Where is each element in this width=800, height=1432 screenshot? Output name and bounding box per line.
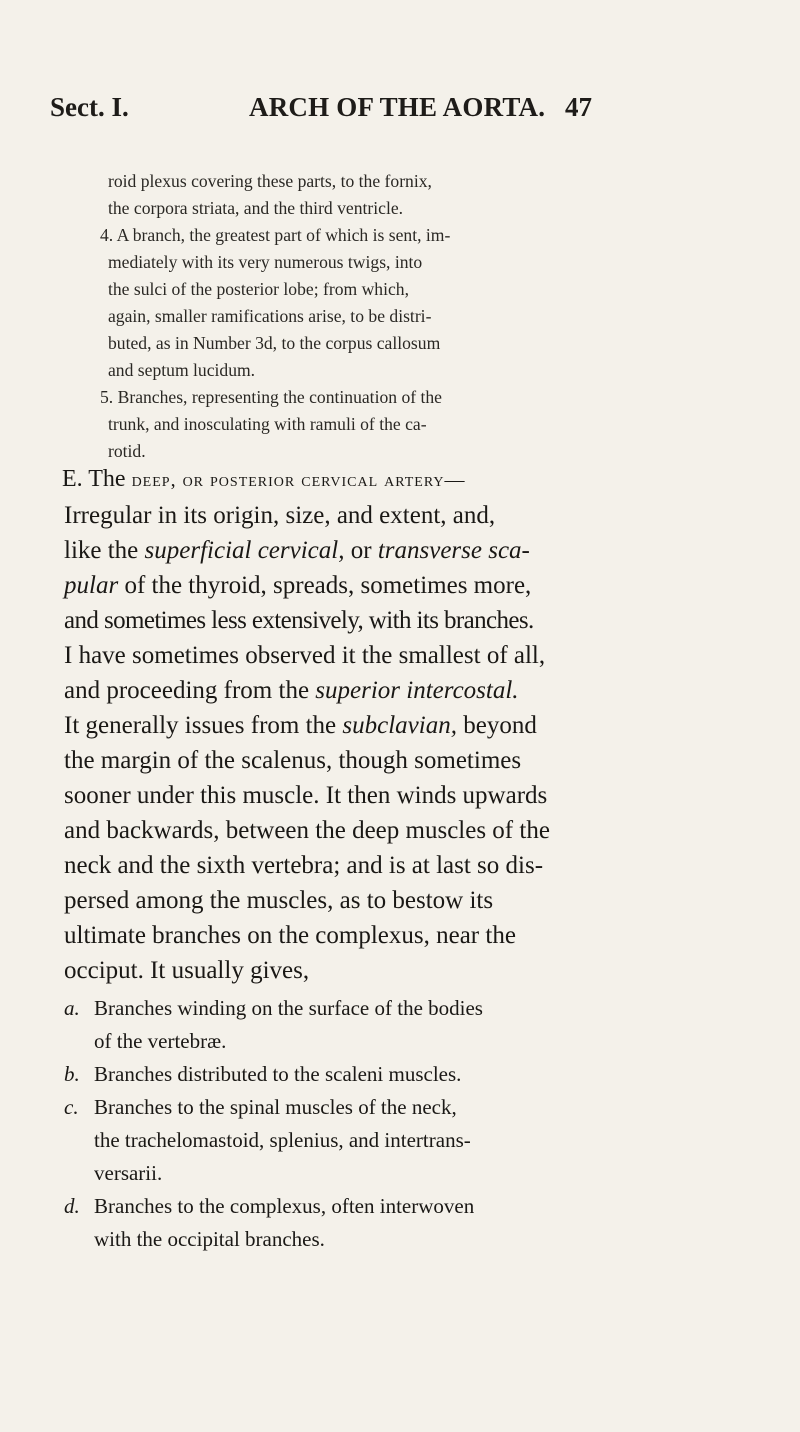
text-line: persed among the muscles, as to bestow its xyxy=(64,887,494,914)
text-line: and septum lucidum. xyxy=(108,360,256,380)
text-line: the corpora striata, and the third ventricle. xyxy=(108,198,404,218)
text-line: the margin of the scalenus, though sometimes xyxy=(64,747,522,774)
text-line: roid plexus covering these parts, to the fornix, xyxy=(108,171,432,191)
text-line: neck and the sixth vertebra; and is at last so dis- xyxy=(64,852,544,879)
text-line: occiput. It usually gives, xyxy=(64,957,310,984)
running-header xyxy=(0,92,800,132)
heading-title: deep, or posterior cervical artery— xyxy=(131,469,466,491)
text-line: It generally issues from the subclavian, beyond xyxy=(64,712,537,739)
text-line: I have sometimes observed it the smallest of all, xyxy=(64,642,546,669)
heading-the: The xyxy=(88,466,126,492)
text-line: rotid. xyxy=(108,441,146,461)
text-line: again, smaller ramifications arise, to be distri- xyxy=(108,306,432,326)
text-line: the sulci of the posterior lobe; from which, xyxy=(108,279,409,299)
text-line: buted, as in Number 3d, to the corpus callosum xyxy=(108,333,441,353)
page-number: 47 xyxy=(565,92,592,122)
list-item: c. Branches to the spinal muscles of the neck, the trachelomastoid, splenius, and intertrans- versarii. xyxy=(64,1095,471,1185)
main-text xyxy=(62,462,702,1256)
text-line: sooner under this muscle. It then winds upwards xyxy=(64,782,548,809)
text-line: trunk, and inosculating with ramuli of the ca- xyxy=(108,414,427,434)
list-item: d. Branches to the complexus, often interwoven with the occipital branches. xyxy=(64,1194,475,1251)
section-label: Sect. I. xyxy=(50,92,129,122)
heading-letter: E. xyxy=(62,466,83,492)
text-line: mediately with its very numerous twigs, into xyxy=(108,252,423,272)
text-line: like the superficial cervical, or transverse sca- xyxy=(64,537,530,564)
text-line: 4. A branch, the greatest part of which is sent, im- xyxy=(100,225,451,245)
list-item: a. Branches winding on the surface of the bodies of the vertebræ. xyxy=(64,996,483,1053)
page-title: ARCH OF THE AORTA. xyxy=(249,92,546,122)
text-line: 5. Branches, representing the continuation of the xyxy=(100,387,442,407)
text-line: Irregular in its origin, size, and extent, and, xyxy=(64,502,496,529)
text-line: and sometimes less extensively, with its branches. xyxy=(64,607,534,634)
text-line: and proceeding from the superior intercostal. xyxy=(64,677,519,704)
text-line: pular of the thyroid, spreads, sometimes more, xyxy=(64,572,532,599)
list-item: b. Branches distributed to the scaleni muscles. xyxy=(64,1062,462,1086)
carried-over-list xyxy=(100,168,628,465)
text-line: ultimate branches on the complexus, near the xyxy=(64,922,516,949)
section-heading xyxy=(62,462,702,498)
text-line: and backwards, between the deep muscles of the xyxy=(64,817,550,844)
paragraph xyxy=(62,498,702,988)
item-list xyxy=(62,992,702,1256)
